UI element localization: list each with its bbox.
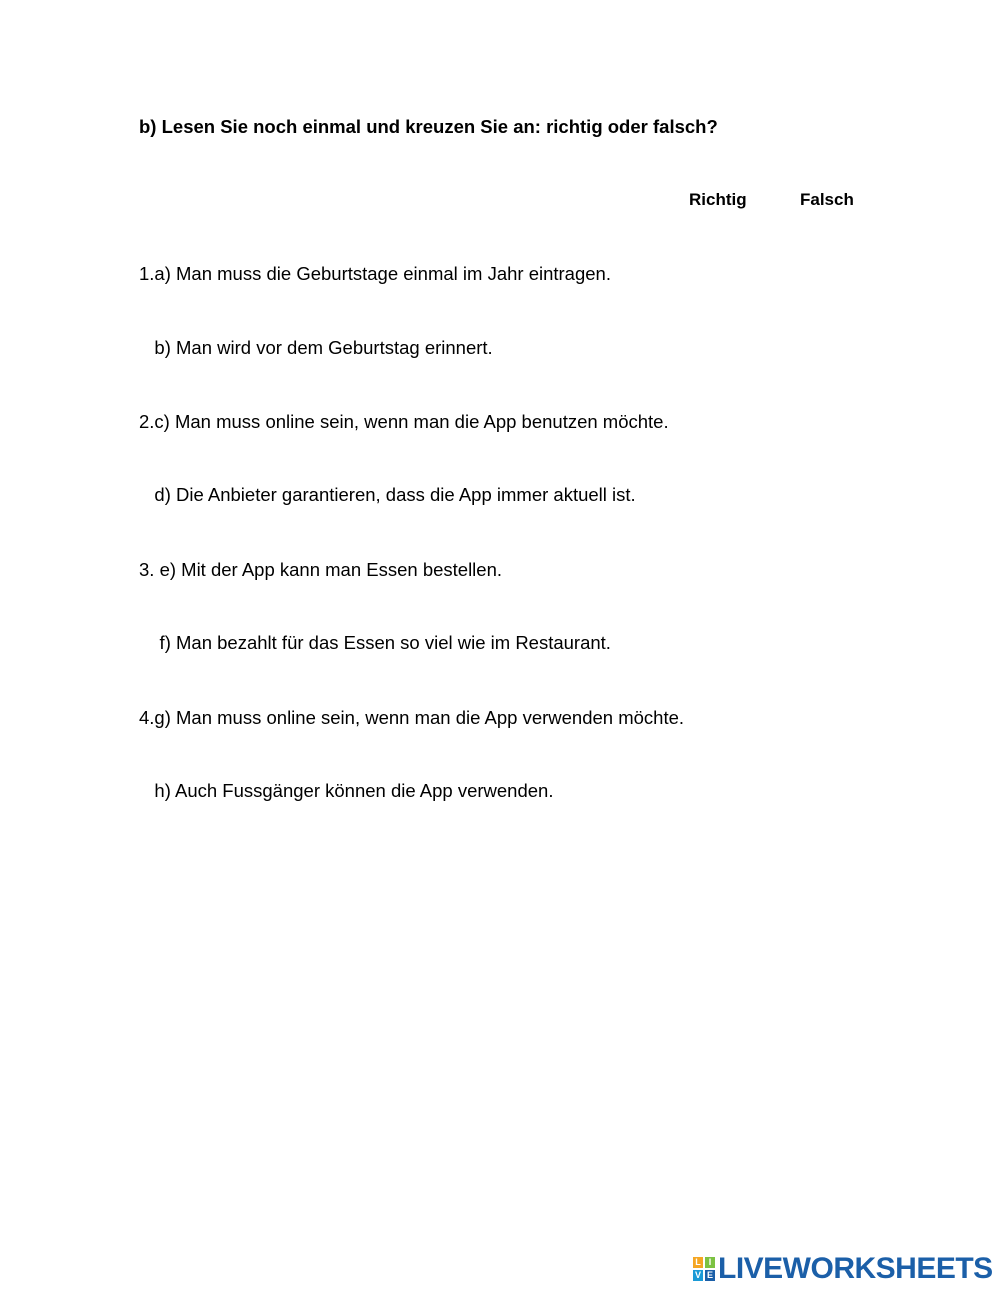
exercise-heading: b) Lesen Sie noch einmal und kreuzen Sie an: richtig oder falsch? [139,116,718,137]
logo-mark-letter-i: I [705,1257,715,1268]
logo-mark-letter-v: V [694,1270,701,1280]
statement-1b: b) Man wird vor dem Geburtstag erinnert. [139,337,493,358]
statement-2c: 2.c) Man muss online sein, wenn man die App benutzen möchte. [139,411,669,432]
statement-3e: 3. e) Mit der App kann man Essen bestellen. [139,559,503,580]
logo-mark-letter-l: L [693,1257,703,1268]
statement-2d: d) Die Anbieter garantieren, dass die App immer aktuell ist. [139,484,636,505]
logo-mark-letter-e: E [706,1270,713,1280]
statement-1a: 1.a) Man muss die Geburtstage einmal im Jahr eintragen. [139,263,611,284]
column-header-richtig: Richtig [689,190,747,209]
statement-3f: f) Man bezahlt für das Essen so viel wie im Restaurant. [139,632,611,653]
column-header-falsch: Falsch [800,190,854,209]
statement-4g: 4.g) Man muss online sein, wenn man die App verwenden möchte. [139,707,685,728]
statement-4h: h) Auch Fussgänger können die App verwenden. [139,780,554,801]
logo-text: LIVEWORKSHEETS [718,1252,993,1285]
liveworksheets-logo [693,1252,993,1285]
logo-mark-icon [693,1257,715,1281]
